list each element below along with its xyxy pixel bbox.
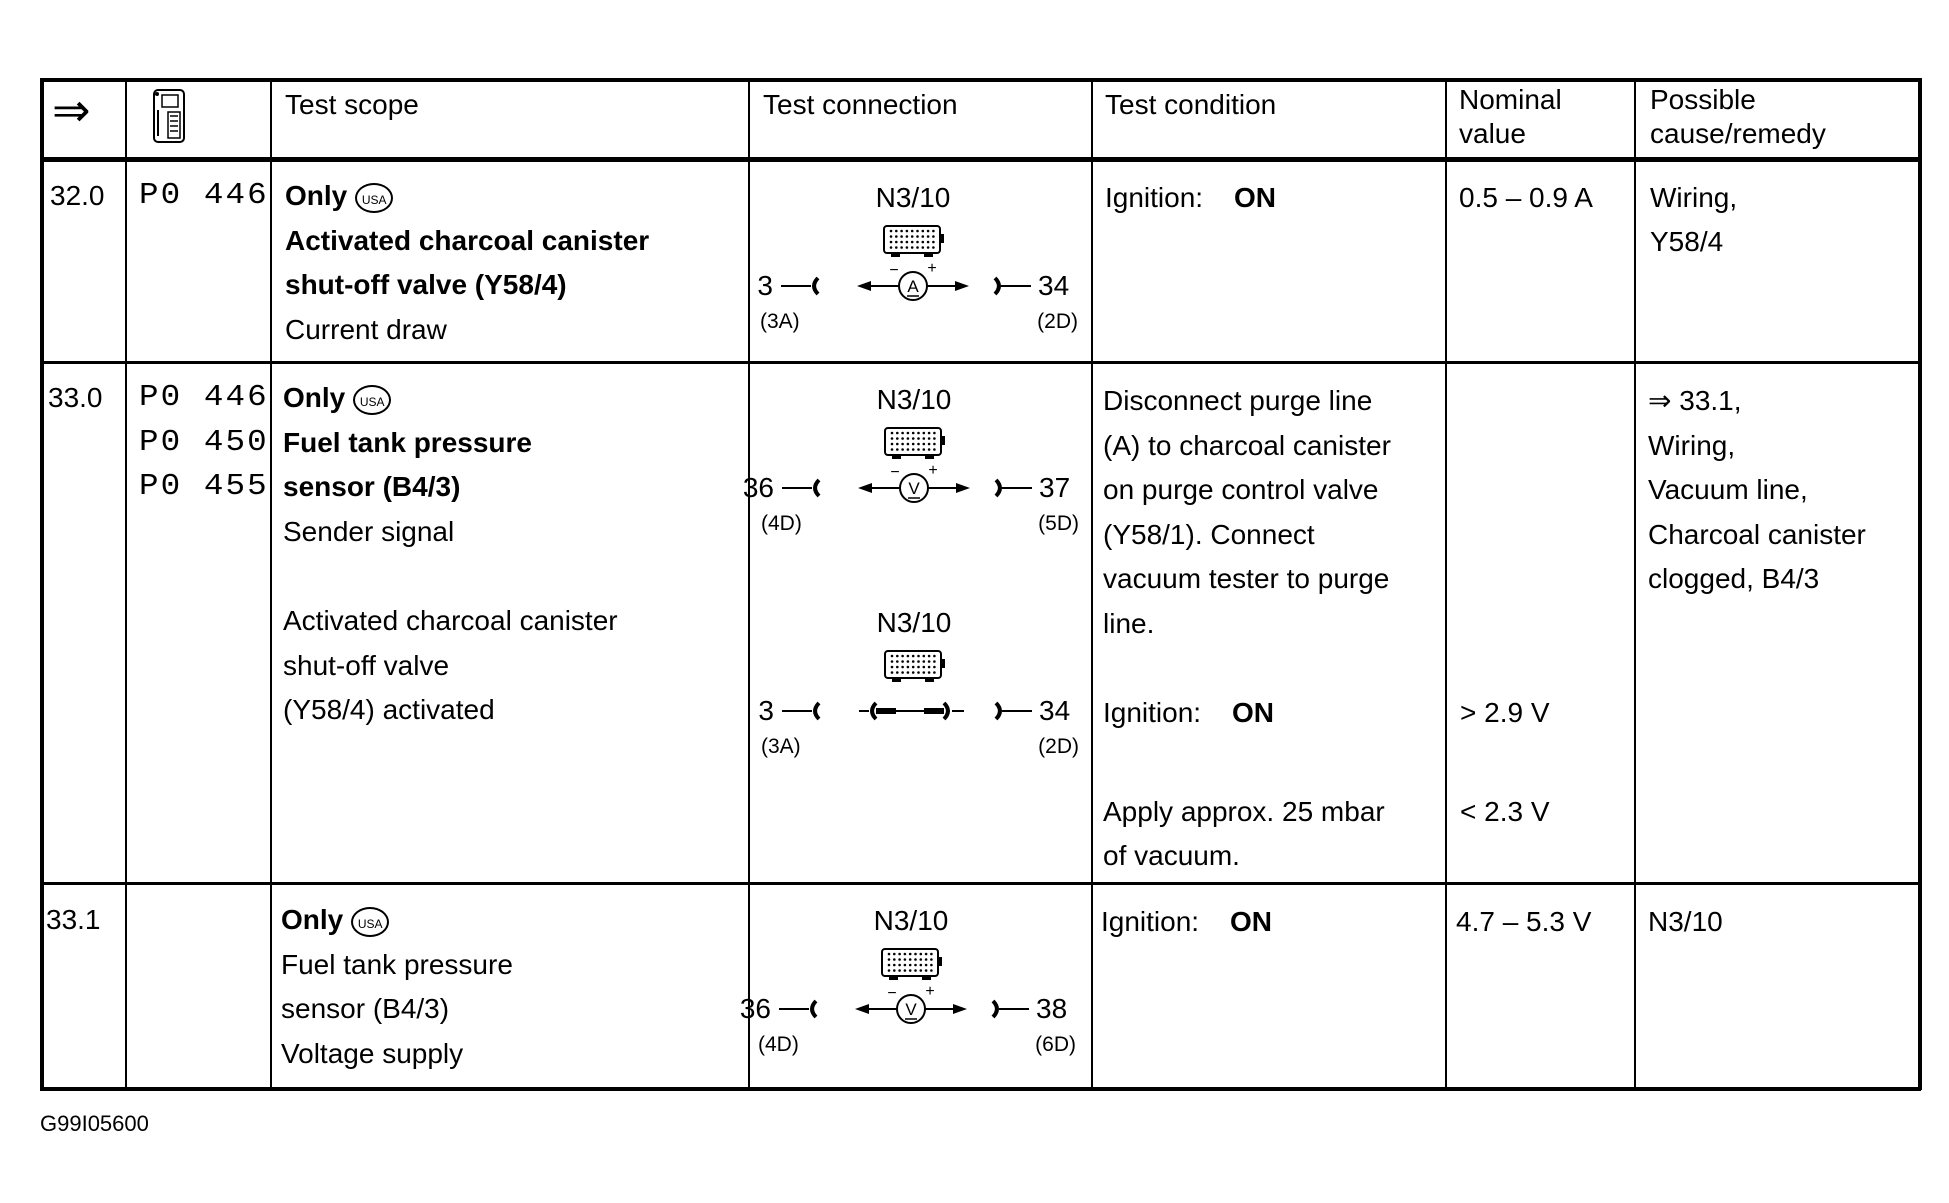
nominal-value: > 2.9 V: [1460, 697, 1550, 728]
remedy-item: ⇒ 33.1,: [1648, 385, 1742, 416]
nominal-value: < 2.3 V: [1460, 796, 1550, 827]
test-scope-detail: Sender signal: [283, 515, 455, 547]
voltmeter-icon: [774, 458, 1034, 518]
pin-left-alt: (4D): [758, 1033, 799, 1056]
svg-text:+: +: [927, 260, 937, 277]
fault-code: P0 455: [139, 469, 269, 504]
test-condition-label: Ignition:: [1101, 906, 1200, 937]
table-left-border: [40, 78, 44, 1090]
only-label: Only USA: [281, 898, 389, 943]
fault-code: P0 450: [139, 424, 269, 460]
control-module-connector-icon: [882, 649, 948, 685]
test-condition-value: ON: [1232, 697, 1274, 728]
control-module-connector-icon: [881, 224, 947, 260]
pin-left-alt: (4D): [761, 512, 802, 535]
table-right-border: [1918, 78, 1922, 1090]
remedy-item: Y58/4: [1650, 226, 1724, 257]
pin-left: 36: [739, 993, 771, 1024]
row-divider: [40, 882, 1921, 885]
column-divider: [1091, 78, 1093, 1090]
pin-left: 36: [742, 472, 774, 503]
pin-right: 37: [1039, 472, 1071, 503]
column-divider: [1634, 78, 1636, 1090]
voltmeter-icon: [771, 979, 1031, 1039]
control-module-connector-icon: [882, 426, 948, 462]
remedy-item: Wiring,: [1650, 182, 1738, 213]
column-divider: [270, 78, 272, 1090]
usa-badge-icon: USA: [355, 183, 393, 213]
test-condition-label: Ignition:: [1103, 697, 1202, 728]
test-condition-text: Apply approx. 25 mbar: [1103, 796, 1385, 827]
test-condition-text: (A) to charcoal canister: [1103, 429, 1391, 461]
pin-right-alt: (5D): [1038, 512, 1079, 535]
table-top-border: [40, 78, 1921, 82]
header-test-scope: Test scope: [285, 89, 419, 120]
header-possible-cause: Possible: [1650, 84, 1756, 115]
test-scope-title: Fuel tank pressure: [283, 426, 532, 458]
test-condition-text: of vacuum.: [1103, 840, 1240, 871]
component-label: N3/10: [873, 905, 949, 936]
nominal-value: 0.5 – 0.9 A: [1459, 182, 1593, 213]
svg-text:V: V: [905, 1000, 917, 1019]
test-scope-detail: sensor (B4/3): [281, 993, 450, 1024]
header-test-condition: Test condition: [1105, 89, 1277, 120]
pin-left: 3: [757, 270, 773, 301]
row-divider: [40, 361, 1921, 364]
column-divider: [748, 78, 750, 1090]
step-number: 33.0: [48, 382, 103, 413]
handheld-tester-icon: [150, 88, 188, 144]
jumper-bridge-icon: [774, 681, 1034, 741]
fault-code: P0 446: [139, 380, 269, 415]
pin-right: 34: [1039, 695, 1071, 726]
step-number: 32.0: [50, 180, 105, 211]
svg-text:−: −: [889, 262, 899, 279]
svg-text:+: +: [928, 462, 938, 479]
pin-right: 34: [1038, 270, 1070, 301]
nominal-value: 4.7 – 5.3 V: [1456, 906, 1592, 937]
header-possible-cause: cause/remedy: [1650, 118, 1826, 149]
fault-code: P0 446: [139, 178, 269, 213]
test-condition-value: ON: [1230, 906, 1272, 937]
test-condition-text: Disconnect purge line: [1103, 385, 1373, 416]
pin-right-alt: (6D): [1035, 1033, 1076, 1056]
pin-right-alt: (2D): [1038, 735, 1079, 758]
test-scope-title: sensor (B4/3): [283, 471, 461, 502]
test-scope-detail: shut-off valve: [283, 649, 450, 681]
component-label: N3/10: [875, 182, 951, 213]
remedy-item: Vacuum line,: [1648, 474, 1808, 505]
ammeter-icon: [773, 256, 1033, 316]
remedy-item: Charcoal canister: [1648, 518, 1866, 550]
test-condition-text: vacuum tester to purge: [1103, 563, 1390, 594]
component-label: N3/10: [876, 607, 952, 638]
pin-right-alt: (2D): [1037, 310, 1078, 333]
header-nominal-value: Nominal: [1459, 84, 1562, 115]
test-scope-detail: (Y58/4) activated: [283, 694, 495, 725]
control-module-connector-icon: [879, 947, 945, 983]
double-arrow-right-icon: ⇒: [52, 84, 91, 136]
test-condition-label: Ignition:: [1105, 182, 1204, 213]
remedy-item: Wiring,: [1648, 429, 1736, 461]
svg-text:−: −: [887, 985, 897, 1002]
test-scope-detail: Voltage supply: [281, 1037, 464, 1069]
header-nominal-value: value: [1459, 118, 1526, 149]
test-condition-text: line.: [1103, 607, 1155, 639]
svg-text:A: A: [907, 277, 919, 296]
svg-text:−: −: [890, 464, 900, 481]
column-divider: [1445, 78, 1447, 1090]
figure-id: G99I05600: [40, 1111, 149, 1136]
only-label: Only USA: [283, 376, 391, 421]
test-scope-title: shut-off valve (Y58/4): [285, 269, 567, 300]
test-scope-detail: Current draw: [285, 313, 447, 345]
test-scope-title: Activated charcoal canister: [285, 224, 650, 256]
test-scope-detail: Fuel tank pressure: [281, 948, 513, 980]
test-condition-text: on purge control valve: [1103, 474, 1379, 505]
only-label: Only USA: [285, 174, 393, 219]
component-label: N3/10: [876, 384, 952, 415]
remedy-item: clogged, B4/3: [1648, 563, 1820, 594]
pin-left-alt: (3A): [761, 735, 801, 758]
pin-left-alt: (3A): [760, 310, 800, 333]
column-divider: [125, 78, 127, 1090]
remedy-item: N3/10: [1648, 906, 1723, 937]
usa-badge-icon: USA: [351, 907, 389, 937]
pin-left: 3: [758, 695, 774, 726]
test-condition-value: ON: [1234, 182, 1276, 213]
header-test-connection: Test connection: [763, 89, 958, 120]
svg-text:V: V: [908, 479, 920, 498]
step-number: 33.1: [46, 904, 101, 935]
test-scope-detail: Activated charcoal canister: [283, 605, 618, 636]
pin-right: 38: [1036, 993, 1068, 1024]
svg-text:+: +: [925, 983, 935, 1000]
table-bottom-border: [40, 1087, 1921, 1091]
test-condition-text: (Y58/1). Connect: [1103, 518, 1315, 550]
usa-badge-icon: USA: [353, 385, 391, 415]
row-divider: [40, 157, 1921, 162]
